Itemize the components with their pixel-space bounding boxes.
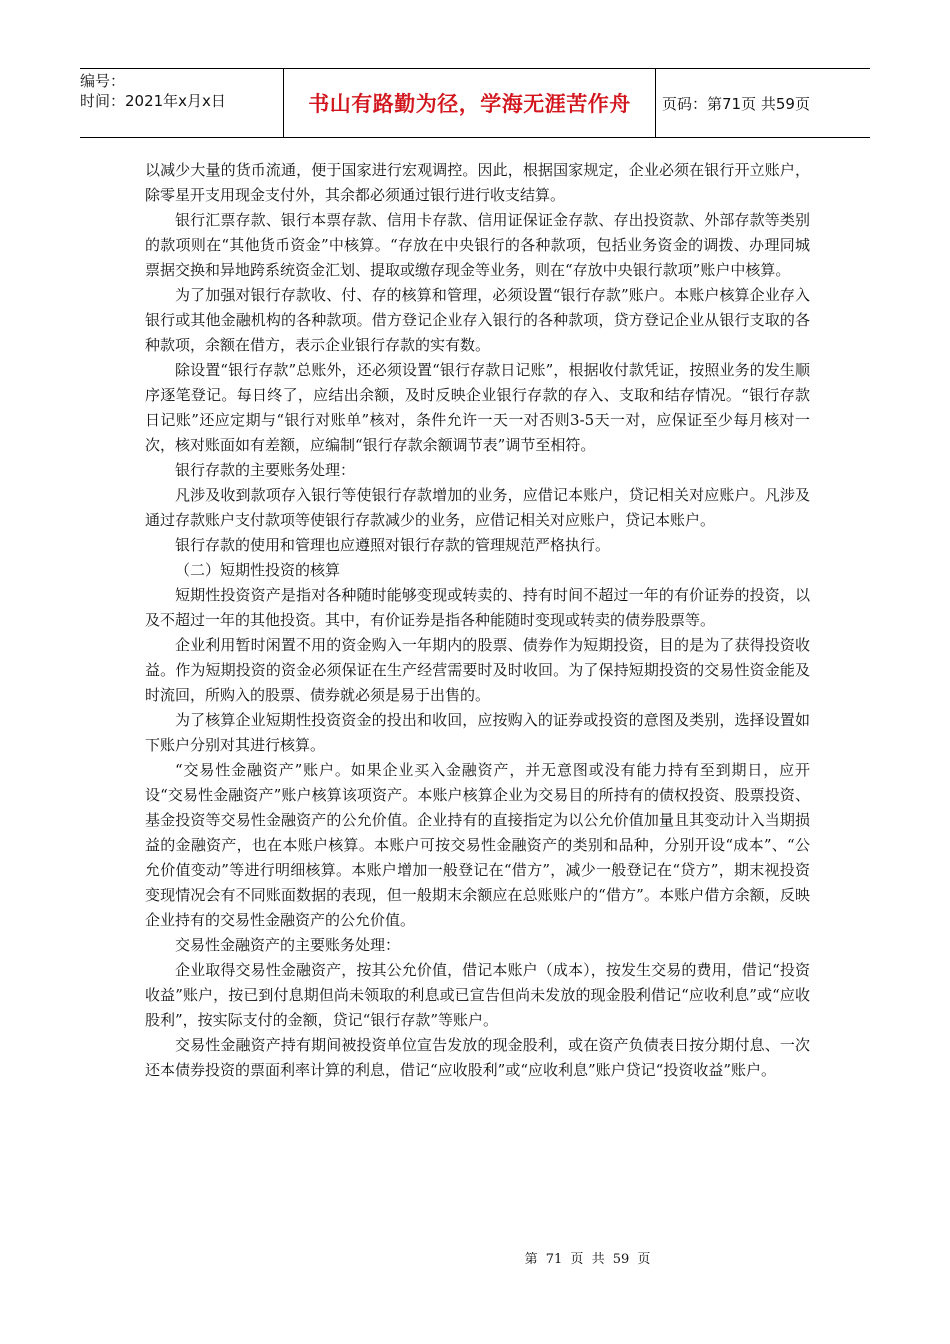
paragraph: 银行存款的使用和管理也应遵照对银行存款的管理规范严格执行。: [175, 536, 611, 554]
paragraph: 企业利用暂时闲置不用的资金购入一年期内的股票、债券作为短期投资，目的是为了获得投资收益。作为短期投资的资金必须保证在生产经营需要时及时收回。为了保持短期投资的交易性资金能及时流回，所购入的股票、债券就必须是易于出售的。: [145, 636, 810, 704]
header-motto: 书山有路勤为径，学海无涯苦作舟: [308, 92, 631, 116]
paragraph: 为了核算企业短期性投资资金的投出和收回，应按购入的证券或投资的意图及类别，选择设置如下账户分别对其进行核算。: [145, 711, 810, 754]
section-heading: （二）短期性投资的核算: [175, 561, 341, 579]
paragraph: 除设置“银行存款”总账外，还必须设置“银行存款日记账”，根据收付款凭证，按照业务的发生顺序逐笔登记。每日终了，应结出余额，及时反映企业银行存款的存入、支取和结存情况。“银行存款日记账”还应定期与“银行对账单”核对，条件允许一天一对否则3-5天一对，应保证至少每月核对一次，核对账面如有差额，应编制“银行存款余额调节表”调节至相符。: [145, 361, 810, 454]
paragraph: 短期性投资资产是指对各种随时能够变现或转卖的、持有时间不超过一年的有价证券的投资，以及不超过一年的其他投资。其中，有价证券是指各种能随时变现或转卖的债券股票等。: [145, 586, 810, 629]
paragraph: 银行存款的主要账务处理：: [175, 461, 356, 479]
document-number: 编号：: [80, 72, 126, 90]
paragraph: 银行汇票存款、银行本票存款、信用卡存款、信用证保证金存款、存出投资款、外部存款等类别的款项则在“其他货币资金”中核算。“存放在中央银行的各种款项，包括业务资金的调拨、办理同城票据交换和异地跨系统资金汇划、提取或缴存现金等业务，则在“存放中央银行款项”账户中核算。: [145, 211, 810, 279]
header-motto-cell: [284, 69, 656, 137]
header-page-code: 页码：第71页 共59页: [662, 94, 810, 113]
page-header: [80, 68, 870, 138]
paragraph: 凡涉及收到款项存入银行等使银行存款增加的业务，应借记本账户，贷记相关对应账户。凡涉及通过存款账户支付款项等使银行存款减少的业务，应借记相关对应账户，贷记本账户。: [145, 486, 810, 529]
header-meta: [80, 69, 284, 137]
paragraph: 以减少大量的货币流通，便于国家进行宏观调控。因此，根据国家规定，企业必须在银行开立账户，除零星开支用现金支付外，其余都必须通过银行进行收支结算。: [145, 161, 810, 204]
paragraph: 交易性金融资产的主要账务处理：: [175, 936, 401, 954]
paragraph: 为了加强对银行存款收、付、存的核算和管理，必须设置“银行存款”账户。本账户核算企业存入银行或其他金融机构的各种款项。借方登记企业存入银行的各种款项，贷方登记企业从银行支取的各种款项，余额在借方，表示企业银行存款的实有数。: [145, 286, 810, 354]
paragraph: 企业取得交易性金融资产，按其公允价值，借记本账户（成本），按发生交易的费用，借记“投资收益”账户，按已到付息期但尚未领取的利息或已宣告但尚未发放的现金股利借记“应收利息”或“应收股利”，按实际支付的金额，贷记“银行存款”等账户。: [145, 961, 810, 1029]
page-footer: 第 71 页 共 59 页: [524, 1252, 651, 1267]
document-date: 时间：2021年x月x日: [80, 92, 226, 110]
paragraph: 交易性金融资产持有期间被投资单位宣告发放的现金股利，或在资产负债表日按分期付息、一次还本债券投资的票面利率计算的利息，借记“应收股利”或“应收利息”账户贷记“投资收益”账户。: [145, 1036, 810, 1079]
paragraph: “交易性金融资产”账户。如果企业买入金融资产，并无意图或没有能力持有至到期日，应开设“交易性金融资产”账户核算该项资产。本账户核算企业为交易目的所持有的债权投资、股票投资、基金投资等交易性金融资产的公允价值。企业持有的直接指定为以公允价值加量且其变动计入当期损益的金融资产，也在本账户核算。本账户可按交易性金融资产的类别和品种，分别开设“成本”、“公允价值变动”等进行明细核算。本账户增加一般登记在“借方”，减少一般登记在“贷方”，期末视投资变现情况会有不同账面数据的表现，但一般期末余额应在总账账户的“借方”。本账户借方余额，反映企业持有的交易性金融资产的公允价值。: [145, 761, 810, 929]
document-body: [145, 158, 810, 1083]
